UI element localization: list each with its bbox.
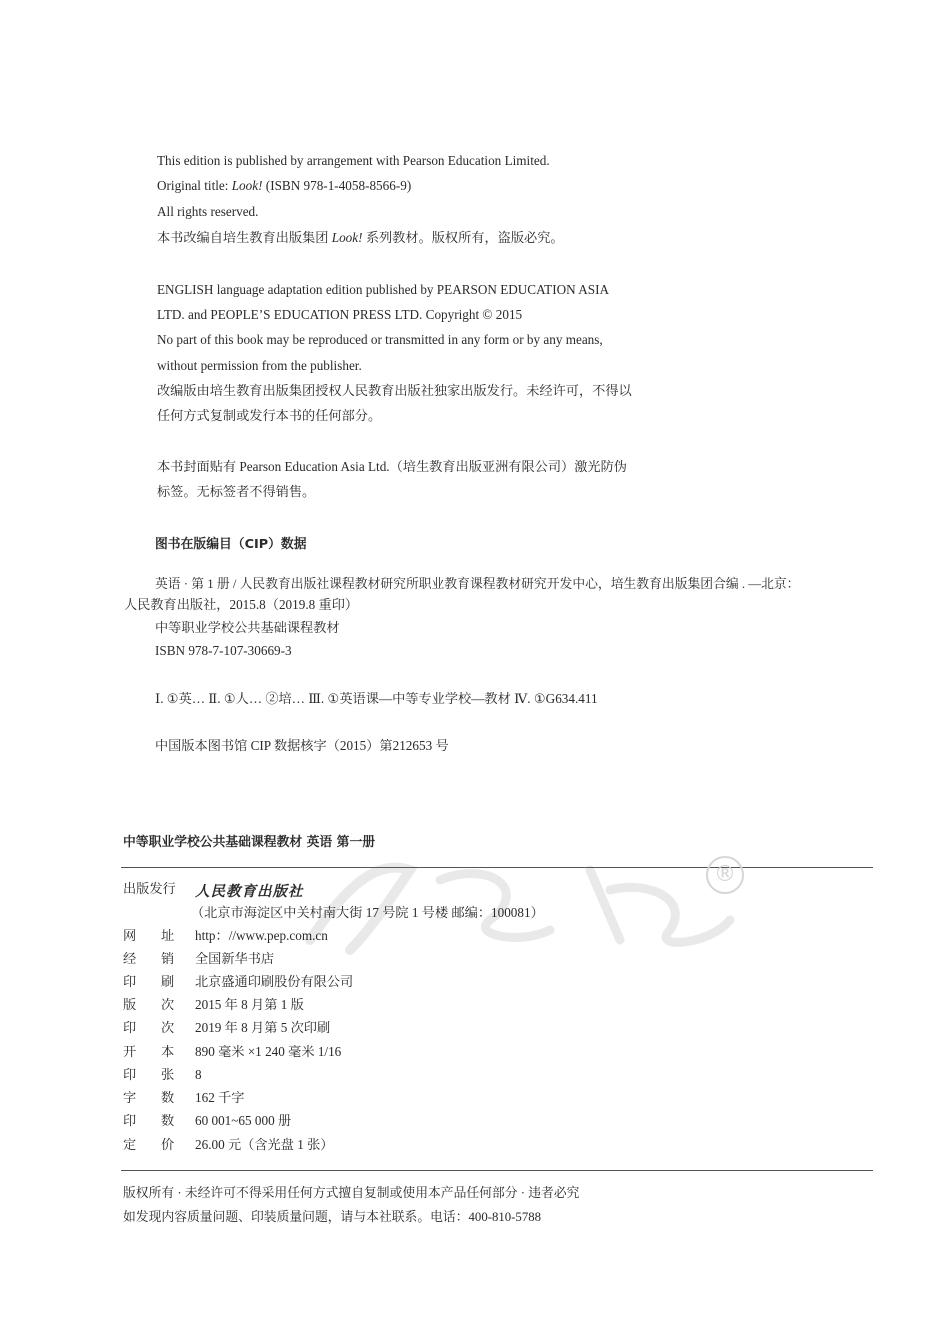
original-title: Look! <box>231 178 263 193</box>
detail-label: 字 数 <box>123 1090 175 1105</box>
detail-value: 2015 年 8 月第 1 版 <box>195 997 304 1012</box>
original-title-prefix: Original title: <box>157 178 232 193</box>
adaptation-line-1: ENGLISH language adaptation edition published by PEARSON EDUCATION ASIA <box>157 282 609 297</box>
quality-contact: 如发现内容质量问题、印装质量问题，请与本社联系。电话：400-810-5788 <box>123 1210 542 1224</box>
detail-label: 印 次 <box>123 1020 175 1035</box>
cip-line-3: 中等职业学校公共基础课程教材 <box>155 620 340 635</box>
detail-value: 全国新华书店 <box>195 951 275 966</box>
detail-label: 印 数 <box>123 1113 175 1128</box>
divider-bottom <box>121 1170 873 1171</box>
copyright-warning: 版权所有 · 未经许可不得采用任何方式擅自复制或使用本产品任何部分 · 违者必究 <box>123 1186 580 1200</box>
detail-value: 8 <box>195 1067 202 1082</box>
cip-line-1: 英语 · 第 1 册 / 人民教育出版社课程教材研究所职业教育课程教材研究开发中心，培生教育出版集团合编 . —北京： <box>155 577 800 591</box>
cip-heading: 图书在版编目（CIP）数据 <box>155 537 307 552</box>
adaptation-line-5: 改编版由培生教育出版集团授权人民教育出版社独家出版发行。未经许可，不得以 <box>157 383 632 398</box>
detail-label: 定 价 <box>123 1137 175 1152</box>
cip-approval: 中国版本图书馆 CIP 数据核字（2015）第212653 号 <box>155 738 449 753</box>
rights-reserved: All rights reserved. <box>157 204 259 219</box>
detail-value: http：//www.pep.com.cn <box>195 928 328 943</box>
adaptation-line-2: LTD. and PEOPLE’S EDUCATION PRESS LTD. Copyright © 2015 <box>157 307 523 322</box>
cn-notice-prefix: 本书改编自培生教育出版集团 <box>157 230 332 245</box>
original-title-line <box>157 177 411 195</box>
detail-label: 开 本 <box>123 1044 175 1059</box>
detail-value: 60 001~65 000 册 <box>195 1113 292 1128</box>
cip-isbn: ISBN 978-7-107-30669-3 <box>155 643 292 658</box>
original-isbn: (ISBN 978-1-4058-8566-9) <box>262 178 412 193</box>
edition-notice: This edition is published by arrangement with Pearson Education Limited. <box>157 153 550 168</box>
detail-value: 北京盛通印刷股份有限公司 <box>195 974 354 989</box>
publisher-name: 人民教育出版社 <box>195 884 304 900</box>
detail-value: 890 毫米 ×1 240 毫米 1/16 <box>195 1044 342 1059</box>
adaptation-line-3: No part of this book may be reproduced or transmitted in any form or by any means, <box>157 332 603 347</box>
registered-mark: ® <box>706 856 744 894</box>
adaptation-line-4: without permission from the publisher. <box>157 358 362 373</box>
adaptation-line-6: 任何方式复制或发行本书的任何部分。 <box>157 408 382 423</box>
detail-label: 印 刷 <box>123 974 175 989</box>
publisher-address: （北京市海淀区中关村南大街 17 号院 1 号楼 邮编：100081） <box>191 905 544 920</box>
cn-notice-title: Look! <box>331 230 363 245</box>
book-title: 中等职业学校公共基础课程教材 英语 第一册 <box>123 835 376 850</box>
cn-notice-suffix: 系列教材。版权所有，盗版必究。 <box>362 230 564 245</box>
label-notice-line-1: 本书封面贴有 Pearson Education Asia Ltd.（培生教育出版亚洲有限公司）激光防伪 <box>157 459 627 474</box>
detail-label: 印 张 <box>123 1067 175 1082</box>
detail-label: 版 次 <box>123 997 175 1012</box>
detail-value: 2019 年 8 月第 5 次印刷 <box>195 1020 331 1035</box>
detail-label: 网 址 <box>123 928 175 943</box>
cip-line-2: 人民教育出版社，2015.8（2019.8 重印） <box>124 597 359 612</box>
publisher-label: 出版发行 <box>123 881 176 896</box>
detail-value: 26.00 元（含光盘 1 张） <box>195 1137 334 1152</box>
detail-label: 经 销 <box>123 951 175 966</box>
cip-classification: Ⅰ. ①英… Ⅱ. ①人… ②培… Ⅲ. ①英语课—中等专业学校—教材 Ⅳ. ①G634.411 <box>155 691 598 706</box>
chinese-adaptation-notice <box>157 229 564 247</box>
detail-value: 162 千字 <box>195 1090 245 1105</box>
label-notice-line-2: 标签。无标签者不得销售。 <box>157 484 316 499</box>
